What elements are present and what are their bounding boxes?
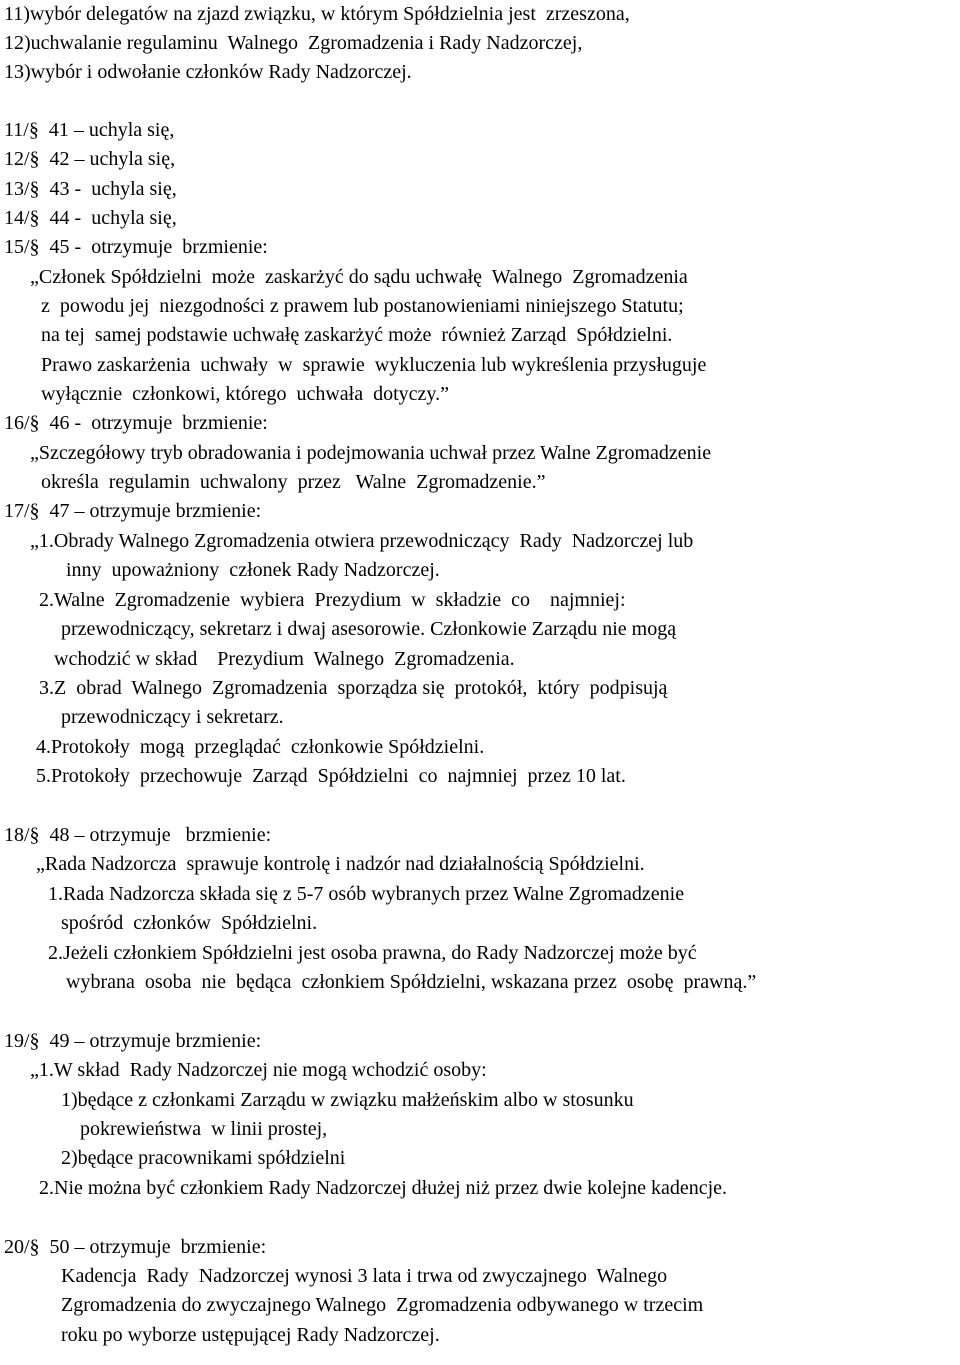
text-line: 5.Protokoły przechowuje Zarząd Spółdzielni co najmniej przez 10 lat. <box>36 765 626 787</box>
text-line: 13/§ 43 - uchyla się, <box>4 178 177 200</box>
text-line: pokrewieństwa w linii prostej, <box>80 1118 328 1140</box>
text-line: 12/§ 42 – uchyla się, <box>4 148 176 170</box>
text-line: 20/§ 50 – otrzymuje brzmienie: <box>4 1236 267 1258</box>
text-line: Zgromadzenia do zwyczajnego Walnego Zgromadzenia odbywanego w trzecim <box>61 1294 704 1316</box>
text-line: 15/§ 45 - otrzymuje brzmienie: <box>4 236 268 258</box>
text-line: 1)będące z członkami Zarządu w związku małżeńskim albo w stosunku <box>61 1089 634 1111</box>
text-line: 2.Walne Zgromadzenie wybiera Prezydium w składzie co najmniej: <box>39 589 626 611</box>
text-line: z powodu jej niezgodności z prawem lub postanowieniami niniejszego Statutu; <box>41 295 684 317</box>
text-line: 2)będące pracownikami spółdzielni <box>61 1147 346 1169</box>
text-line: 2.Jeżeli członkiem Spółdzielni jest osoba prawna, do Rady Nadzorczej może być <box>48 942 697 964</box>
text-line: inny upoważniony członek Rady Nadzorczej. <box>66 559 440 581</box>
text-line: 2.Nie można być członkiem Rady Nadzorczej dłużej niż przez dwie kolejne kadencje. <box>39 1177 728 1199</box>
text-line: wyłącznie członkowi, którego uchwała dotyczy.” <box>41 383 449 405</box>
text-line: „Rada Nadzorcza sprawuje kontrolę i nadzór nad działalnością Spółdzielni. <box>36 853 645 875</box>
text-line: Prawo zaskarżenia uchwały w sprawie wykluczenia lub wykreślenia przysługuje <box>41 354 707 376</box>
text-line: „Szczegółowy tryb obradowania i podejmowania uchwał przez Walne Zgromadzenie <box>30 442 712 464</box>
text-line: na tej samej podstawie uchwałę zaskarżyć może również Zarząd Spółdzielni. <box>41 324 673 346</box>
text-line: 19/§ 49 – otrzymuje brzmienie: <box>4 1030 262 1052</box>
text-line: przewodniczący i sekretarz. <box>61 706 284 728</box>
text-line: 4.Protokoły mogą przeglądać członkowie Spółdzielni. <box>36 736 485 758</box>
text-line: wybrana osoba nie będąca członkiem Spółdzielni, wskazana przez osobę prawną.” <box>66 971 757 993</box>
text-line: 1.Rada Nadzorcza składa się z 5-7 osób wybranych przez Walne Zgromadzenie <box>48 883 685 905</box>
text-line: 12)uchwalanie regulaminu Walnego Zgromadzenia i Rady Nadzorczej, <box>4 32 583 54</box>
text-line: 18/§ 48 – otrzymuje brzmienie: <box>4 824 272 846</box>
text-line: „1.Obrady Walnego Zgromadzenia otwiera przewodniczący Rady Nadzorczej lub <box>30 530 694 552</box>
text-line: 11)wybór delegatów na zjazd związku, w którym Spółdzielnia jest zrzeszona, <box>4 3 630 25</box>
text-line: 16/§ 46 - otrzymuje brzmienie: <box>4 412 268 434</box>
text-line: określa regulamin uchwalony przez Walne Zgromadzenie.” <box>41 471 546 493</box>
text-line: roku po wyborze ustępującej Rady Nadzorczej. <box>61 1324 440 1346</box>
text-line: Kadencja Rady Nadzorczej wynosi 3 lata i trwa od zwyczajnego Walnego <box>61 1265 668 1287</box>
text-line: „1.W skład Rady Nadzorczej nie mogą wchodzić osoby: <box>30 1059 487 1081</box>
text-line: „Członek Spółdzielni może zaskarżyć do sądu uchwałę Walnego Zgromadzenia <box>30 266 688 288</box>
text-line: spośród członków Spółdzielni. <box>61 912 318 934</box>
text-line: wchodzić w skład Prezydium Walnego Zgromadzenia. <box>54 648 515 670</box>
text-line: 11/§ 41 – uchyla się, <box>4 119 175 141</box>
text-line: 17/§ 47 – otrzymuje brzmienie: <box>4 500 262 522</box>
text-line: 13)wybór i odwołanie członków Rady Nadzorczej. <box>4 61 412 83</box>
text-line: przewodniczący, sekretarz i dwaj asesorowie. Członkowie Zarządu nie mogą <box>61 618 677 640</box>
text-line: 14/§ 44 - uchyla się, <box>4 207 177 229</box>
text-line: 3.Z obrad Walnego Zgromadzenia sporządza się protokół, który podpisują <box>39 677 668 699</box>
